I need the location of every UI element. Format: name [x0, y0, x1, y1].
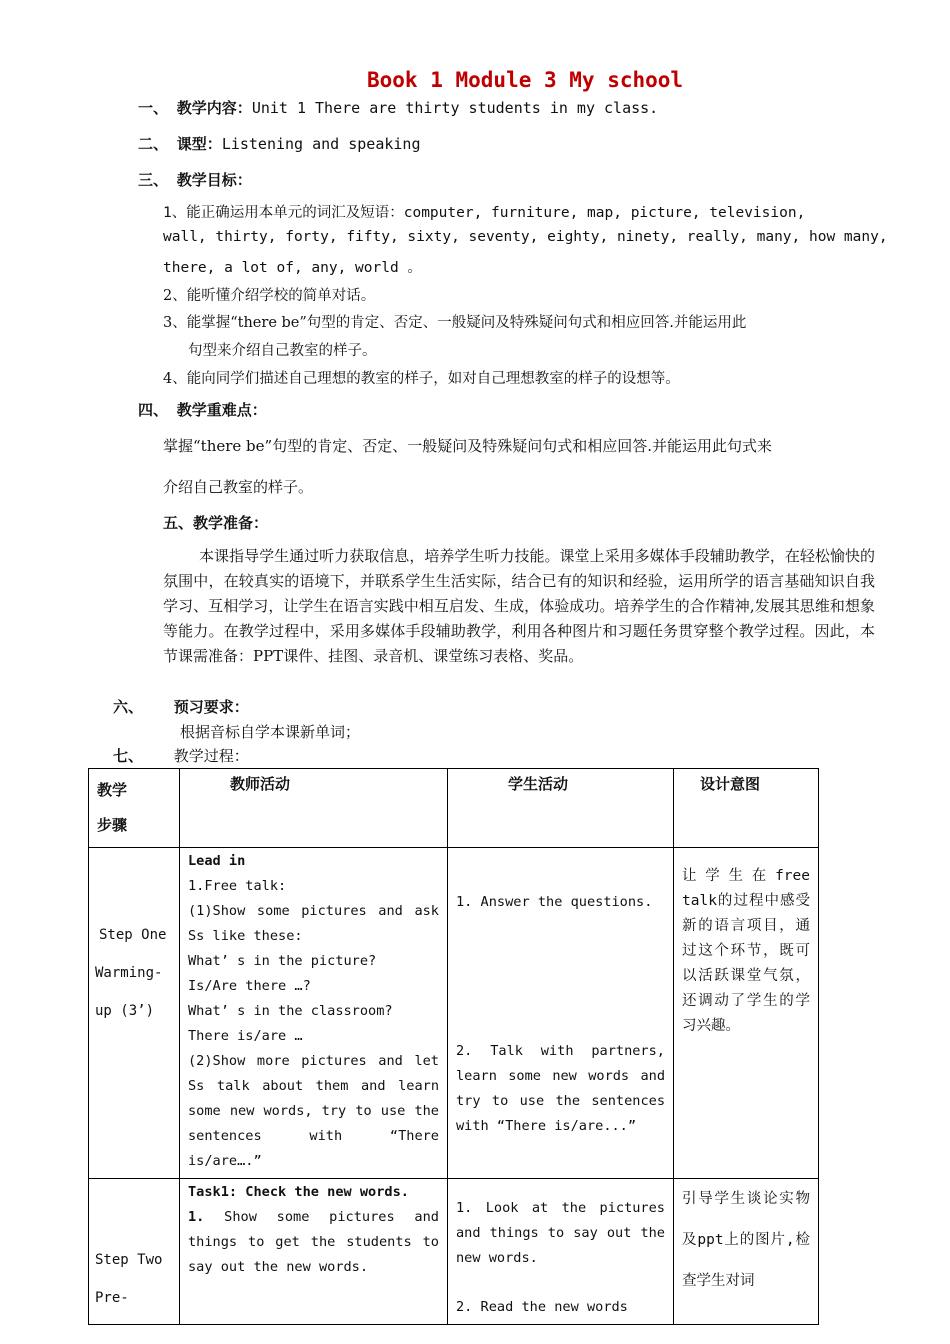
header-step [89, 769, 180, 848]
header-teacher [180, 769, 448, 848]
section-3 [138, 169, 252, 190]
row1-teacher-item: There is/are … [188, 1028, 303, 1044]
section-4 [138, 399, 267, 420]
section-2 [138, 133, 421, 154]
row2-student-read: 2. Read the new words [456, 1299, 628, 1315]
row2-step-line-1: Step Two [95, 1252, 163, 1268]
row1-step-line-2: Warming- [95, 965, 163, 981]
table-row [89, 1179, 819, 1325]
preview-text: 根据音标自学本课新单词； [180, 723, 361, 741]
row1-teacher-item: What’ s in the picture? [188, 953, 377, 969]
row1-teacher-item: What’ s in the classroom? [188, 1003, 393, 1019]
objective-1-line-1: 1、能正确运用本单元的词汇及短语：computer, furniture, map, picture, television, [163, 205, 806, 221]
objective-1-line-3: there, a lot of, any, world 。 [163, 260, 422, 276]
row1-student-answer: 1. Answer the questions. [456, 894, 653, 910]
document-title: Book 1 Module 3 My school [367, 68, 684, 92]
section-1-text: Unit 1 There are thirty students in my class. [251, 99, 659, 117]
row2-design-text: 引导学生谈论实物及ppt上的图片,检查学生对词 [682, 1191, 810, 1289]
row1-design [674, 848, 819, 1179]
header-student-label: 学生活动 [508, 775, 569, 793]
row2-design [674, 1179, 819, 1325]
teaching-process-table [88, 768, 819, 1325]
row2-teacher-heading: Task1: Check the new words. [188, 1184, 409, 1200]
header-step-line-1: 教学 [97, 781, 128, 799]
row1-step-line-3: up (3’) [95, 1003, 155, 1019]
header-teacher-label: 教师活动 [230, 775, 291, 793]
section-5-label: 五、教学准备： [163, 514, 269, 532]
header-design [674, 769, 819, 848]
row1-teacher-item: (1)Show some pictures and ask Ss like these: [188, 903, 439, 944]
objective-2: 2、能听懂介绍学校的简单对话。 [163, 288, 376, 304]
row2-student [448, 1179, 674, 1325]
row1-teacher-item: (2)Show more pictures and let Ss talk about them and learn some new words, try to use the sentences with “There is/are….” [188, 1053, 439, 1169]
section-5 [163, 512, 268, 533]
section-2-text: Listening and speaking [221, 135, 421, 153]
row1-student [448, 848, 674, 1179]
section-4-label: 教学重难点： [176, 401, 267, 419]
objective-3-line-1: 3、能掌握“there be”句型的肯定、否定、一般疑问及特殊疑问句式和相应回答.并能运用此 [163, 315, 747, 331]
row2-step [89, 1179, 180, 1325]
section-6 [113, 696, 249, 717]
table-header-row [89, 769, 819, 848]
header-step-line-2: 步骤 [97, 816, 128, 834]
row1-step [89, 848, 180, 1179]
objective-3-line-2: 句型来介绍自己教室的样子。 [188, 343, 377, 359]
row2-teacher [180, 1179, 448, 1325]
row2-teacher-number: 1. [188, 1209, 205, 1225]
section-3-label: 教学目标： [176, 171, 252, 189]
header-design-label: 设计意图 [700, 775, 761, 793]
row1-teacher [180, 848, 448, 1179]
row1-teacher-item: Is/Are there …? [188, 978, 311, 994]
section-6-number: 六、 [113, 698, 144, 716]
section-2-number: 二、 [138, 135, 169, 153]
section-1-label: 教学内容： [176, 99, 252, 117]
row2-teacher-text: Show some pictures and things to get the students to say out the new words. [188, 1209, 439, 1275]
row2-teacher-item [188, 1205, 439, 1280]
row2-step-line-2: Pre- [95, 1290, 129, 1306]
section-2-label: 课型： [176, 135, 222, 153]
row1-student-talk: 2. Talk with partners, learn some new words and try to use the sentences with “There is/are...” [456, 1043, 665, 1134]
section-7-label: 教学过程： [173, 747, 249, 765]
section-7 [113, 745, 249, 766]
key-points-line-1: 掌握“there be”句型的肯定、否定、一般疑问及特殊疑问句式和相应回答.并能运用此句式来 [163, 437, 772, 455]
section-6-label: 预习要求： [173, 698, 249, 716]
section-1-number: 一、 [138, 99, 169, 117]
section-7-number: 七、 [113, 747, 144, 765]
section-1 [138, 97, 658, 118]
section-3-number: 三、 [138, 171, 169, 189]
objective-1-line-2: wall, thirty, forty, fifty, sixty, seventy, eighty, ninety, really, many, how many, [163, 229, 888, 245]
header-student [448, 769, 674, 848]
row1-design-text: 让学生在free talk的过程中感受新的语言项目，通过这个环节，既可以活跃课堂气氛，还调动了学生的学习兴趣。 [682, 868, 810, 1034]
objective-4: 4、能向同学们描述自己理想的教室的样子，如对自己理想教室的样子的设想等。 [163, 371, 680, 387]
row1-step-line-1: Step One [99, 927, 167, 943]
row1-teacher-heading: Lead in [188, 853, 246, 869]
row1-teacher-item: 1.Free talk: [188, 878, 287, 894]
section-4-number: 四、 [138, 401, 169, 419]
key-points-line-2: 介绍自己教室的样子。 [163, 478, 314, 496]
table-row [89, 848, 819, 1179]
preparation-paragraph: 本课指导学生通过听力获取信息，培养学生听力技能。课堂上采用多媒体手段辅助教学，在轻松愉快的氛围中，在较真实的语境下，并联系学生生活实际，结合已有的知识和经验，运用所学的语言基础知识自我学习、互相学习，让学生在语言实践中相互启发、生成，体验成功。培养学生的合作精神,发展其思维和想象等能力。在教学过程中，采用多媒体手段辅助教学，利用各种图片和习题任务贯穿整个教学过程。因此，本节课需准备：PPT课件、挂图、录音机、课堂练习表格、奖品。 [163, 547, 875, 665]
row2-student-look: 1. Look at the pictures and things to say out the new words. [456, 1200, 665, 1266]
